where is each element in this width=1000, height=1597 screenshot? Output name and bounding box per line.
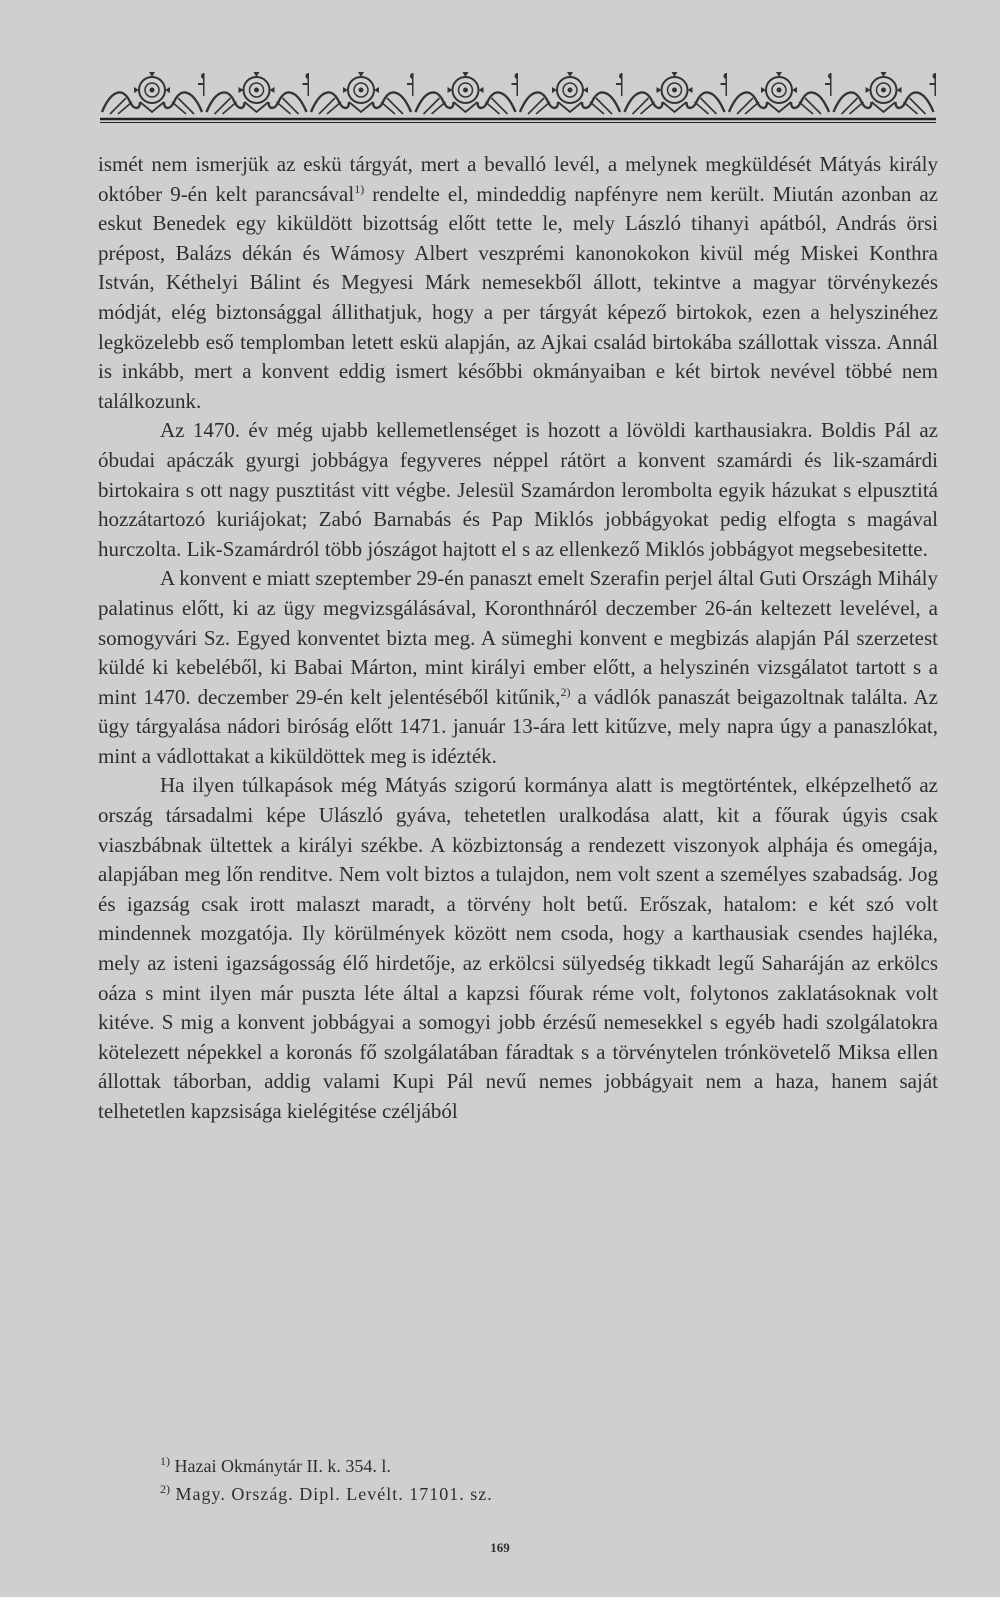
paragraph-text: Ha ilyen túlkapások még Mátyás szigorú kormánya alatt is megtörténtek, elképzelhető az ország társadalmi képe Ulászló gyáva, tehetetlen uralkodása alatt, kit a főurak úgyis csak viaszbábnak ültettek a királyi székbe. A közbiztonság a rendezett viszonyok alphája és omegája, alapjában meg lőn renditve. Nem volt biztos a tulajdon, nem volt szent a személyes szabadság. Jog és igazság csak irott malaszt maradt, a törvény holt betű. Erőszak, hatalom: e két szó volt mindennek mozgatója. Ily körülmények között nem csoda, hogy a karthausiak csendes hajléka, mely az isteni igazságosság élő hirdetője, az erkölcsi sülyedség tikkadt legű Saharáján az erkölcs oáza s mint ilyen már puszta léte által a kapzsi főurak réme volt, folytonos zaklatásoknak volt kitéve. S mig a konvent jobbágyai a somogyi jobb érzésű nemesekkel s egyéb hadi szolgálatokra kötelezett népekkel a koronás fő szolgálatában fáradtak s a törvénytelen trónkövetelő Miksa ellen állottak táborban, addig valami Kupi Pál nevű nemes jobbágyait nem a haza, hanem saját telhetetlen kapzsisága kielégitése czéljából [98, 773, 938, 1123]
paragraph [98, 564, 938, 771]
paragraph-text: rendelte el, mindeddig napfényre nem került. Miután azonban az eskut Benedek egy kiküldött bizottság előtt tette le, mely László tihanyi apátból, András örsi prépost, Balázs dékán és Wámosy Albert veszprémi kanonokokon kivül még Miskei Konthra István, Kéthelyi Bálint és Megyesi Márk nemesekből állott, tekintve a magyar törvénykezés módját, elég biztonsággal állithatjuk, hogy a per tárgyát képező birtokok, ezen a helyszinéhez legközelebb eső templomban letett eskü alapján, az Ajkai család birtokába szállottak vissza. Annál is inkább, mert a konvent eddig ismert későbbi okmányaiban e két birtok nevével többé nem találkozunk. [98, 181, 938, 413]
paragraph-text: A konvent e miatt szeptember 29-én panaszt emelt Szerafin perjel által Guti Országh Mihály palatinus előtt, ki az ügy megvizsgálásával, Koronthnáról deczember 26-án keltezett levelével, a somogyvári Sz. Egyed konventet bizta meg. A sümeghi konvent e megbizás alapján Pál szerzetest küldé ki kebeléből, ki Babai Márton, mint királyi ember előtt, a helyszinén vizsgálatot tartott s a mint 1470. deczember 29-én kelt jelentéséből kitűnik, [98, 566, 938, 709]
paragraph [98, 150, 938, 416]
body-text [98, 150, 938, 1127]
footnote-reference: 2) [560, 684, 571, 699]
footnote-reference: 1) [354, 181, 365, 196]
paragraph [98, 416, 938, 564]
footnote-text: Magy. Ország. Dipl. Levélt. 17101. sz. [170, 1484, 493, 1504]
footnote [160, 1480, 860, 1508]
footnote-text: Hazai Okmánytár II. k. 354. l. [170, 1456, 391, 1476]
footnote [160, 1452, 860, 1480]
footnote-mark: 1) [160, 1454, 170, 1468]
paragraph-text: a vádlók panaszát beigazoltnak találta. Az ügy tárgyalása nádori biróság előtt 1471. január 13-ára lett kitűzve, mely napra úgy a panaszlókat, mint a vádlottakat a kiküldöttek meg is idézték. [98, 684, 938, 768]
page-number: 169 [490, 1540, 510, 1555]
paragraph-text: ismét nem ismerjük az eskü tárgyát, mert a bevalló levél, a melynek megküldését Mátyás király október 9-én kelt parancsával [98, 152, 938, 206]
paragraph-text: Az 1470. év még ujabb kellemetlenséget is hozott a lövöldi karthausiakra. Boldis Pál az óbudai apáczák gyurgi jobbágya fegyveres néppel rátört a konvent szamárdi és lik-szamárdi birtokaira s ott nagy pusztitást vitt végbe. Jelesül Szamárdon lerombolta egyik házukat s elpusztitá hozzátartozó kuriájokat; Zabó Barnabás és Pap Miklós jobbágyokat pedig elfogta s magával hurczolta. Lik-Szamárdról több jószágot hajtott el s az ellenkező Miklós jobbágyot megsebesitette. [98, 418, 938, 561]
footnote-mark: 2) [160, 1482, 170, 1496]
paragraph [98, 771, 938, 1126]
header-ornament [100, 68, 936, 124]
floral-border-ornament-icon [100, 68, 936, 124]
footnotes [160, 1452, 860, 1508]
